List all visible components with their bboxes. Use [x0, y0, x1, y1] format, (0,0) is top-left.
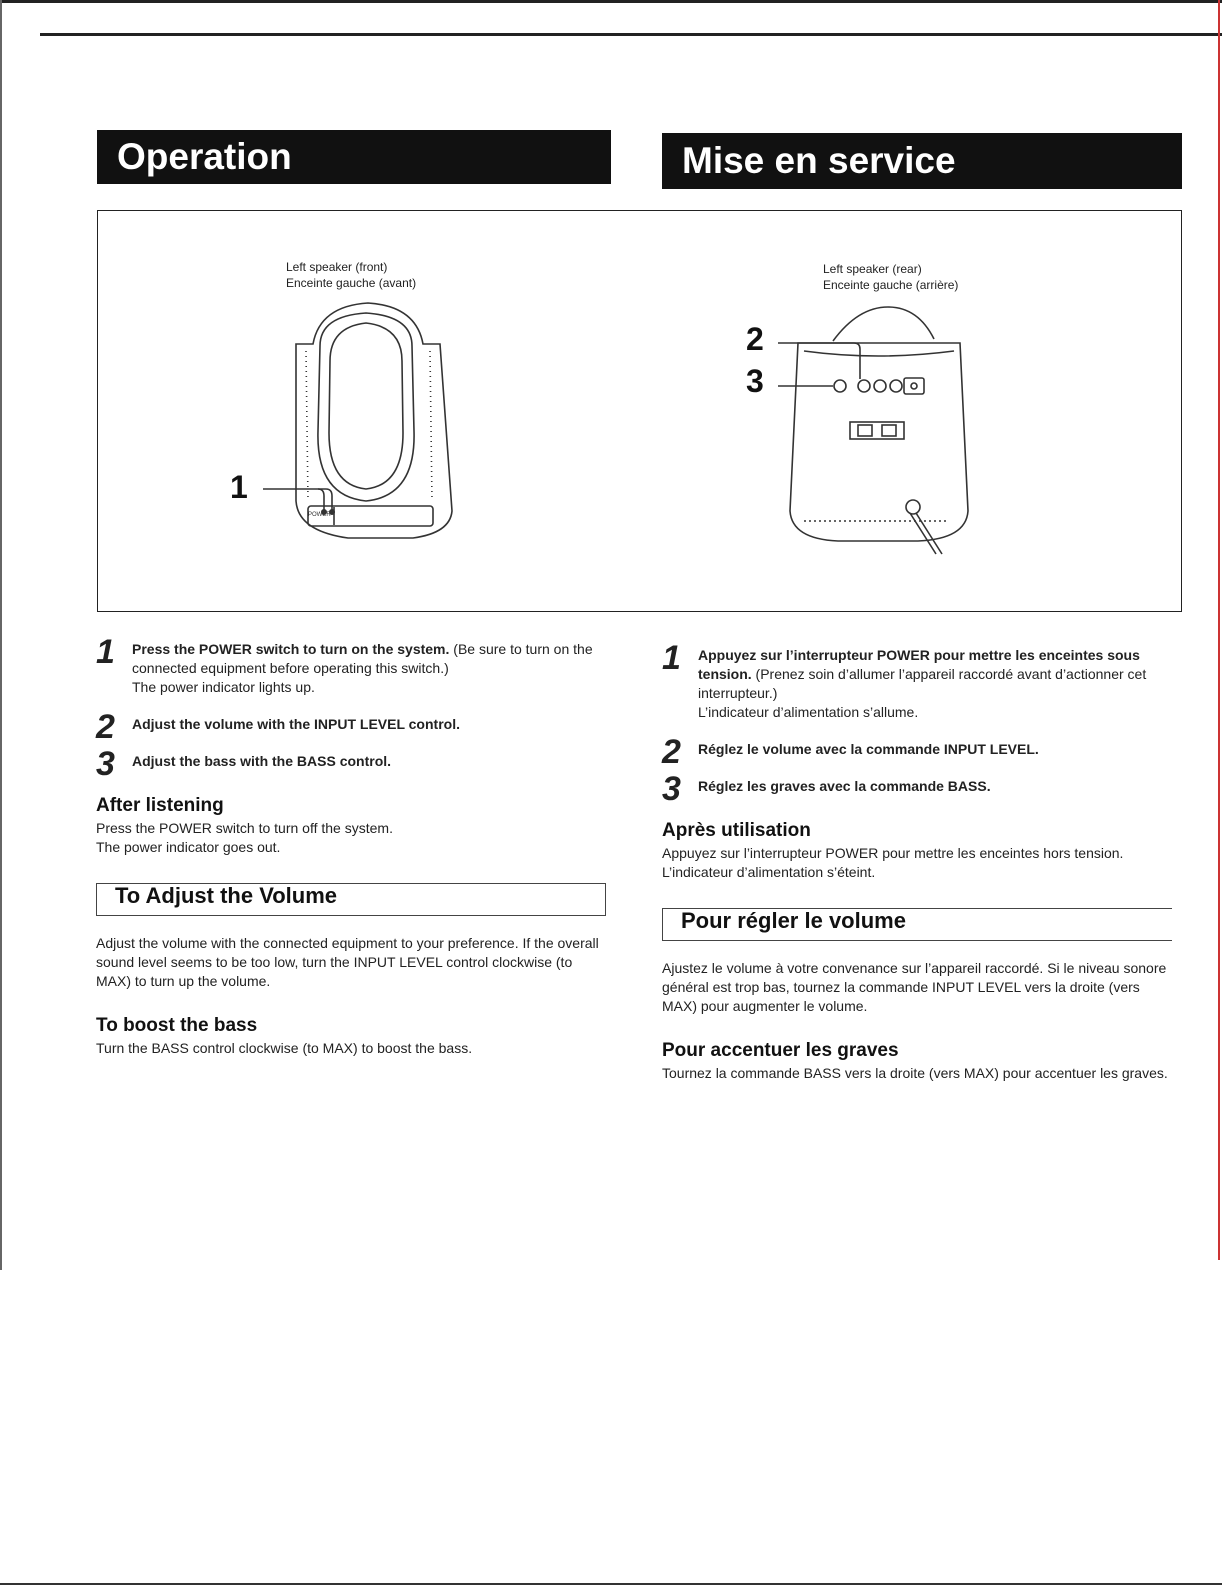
step-number: 1 — [96, 633, 115, 671]
front-caption-en: Left speaker (front) — [286, 260, 388, 274]
rear-speaker-drawing — [778, 307, 968, 554]
callout-2: 2 — [746, 321, 764, 357]
step-instruction: Appuyez sur l’interrupteur POWER pour mettre les enceintes sous tension. — [698, 647, 1140, 682]
step-note: (Prenez soin d’allumer l’appareil raccordé avant d’actionner cet interrupteur.) — [698, 666, 1147, 701]
english-title-banner: Operation — [97, 130, 611, 184]
bass-text: Turn the BASS control clockwise (to MAX) to boost the bass. — [96, 1040, 473, 1056]
step-number: 2 — [96, 708, 115, 746]
step-number: 3 — [662, 770, 681, 808]
volume-heading-box — [662, 908, 1172, 941]
after-line-2: L’indicateur d’alimentation s’éteint. — [662, 864, 876, 880]
step-note: (Be sure to turn on the connected equipment before operating this switch.) — [132, 641, 593, 676]
step-3 — [662, 770, 1172, 808]
speaker-illustration — [98, 211, 1183, 613]
after-line-1: Press the POWER switch to turn off the system. — [96, 820, 393, 836]
power-label: POWER — [308, 512, 331, 518]
english-column — [96, 633, 606, 1058]
step-1 — [662, 639, 1172, 722]
step-result: The power indicator lights up. — [132, 679, 315, 695]
step-instruction: Réglez le volume avec la commande INPUT LEVEL. — [698, 741, 1039, 757]
after-line-2: The power indicator goes out. — [96, 839, 281, 855]
volume-heading: To Adjust the Volume — [115, 883, 338, 908]
rear-caption-fr: Enceinte gauche (arrière) — [823, 278, 959, 292]
after-line-1: Appuyez sur l’interrupteur POWER pour mettre les enceintes hors tension. — [662, 845, 1124, 861]
speaker-figure — [97, 210, 1182, 612]
step-2 — [662, 733, 1172, 771]
rear-caption — [823, 261, 958, 293]
bass-heading: To boost the bass — [96, 1015, 258, 1036]
volume-text: Adjust the volume with the connected equipment to your preference. If the overall sound level seems to be too low, turn the INPUT LEVEL control clockwise (to MAX) to turn up the volume. — [96, 935, 599, 989]
step-number: 3 — [96, 745, 115, 783]
top-rule — [0, 0, 1222, 3]
rear-caption-en: Left speaker (rear) — [823, 262, 922, 276]
step-2 — [96, 708, 606, 746]
after-listening-heading: After listening — [96, 795, 224, 816]
callout-3: 3 — [746, 363, 764, 399]
step-instruction: Adjust the volume with the INPUT LEVEL control. — [132, 716, 460, 732]
callout-1: 1 — [230, 469, 248, 505]
step-1 — [96, 633, 606, 697]
step-instruction: Press the POWER switch to turn on the system. — [132, 641, 450, 657]
front-speaker-drawing — [263, 303, 452, 538]
french-title-banner: Mise en service — [662, 133, 1182, 189]
volume-heading-box — [96, 883, 606, 916]
front-caption-fr: Enceinte gauche (avant) — [286, 276, 417, 290]
step-instruction: Réglez les graves avec la commande BASS. — [698, 778, 991, 794]
left-edge — [0, 0, 2, 1270]
french-column — [662, 639, 1172, 1083]
step-number: 1 — [662, 639, 681, 677]
bass-text: Tournez la commande BASS vers la droite (vers MAX) pour accentuer les graves. — [662, 1065, 1168, 1081]
step-result: L’indicateur d’alimentation s’allume. — [698, 704, 919, 720]
right-edge — [1218, 0, 1220, 1260]
bass-heading: Pour accentuer les graves — [662, 1040, 899, 1061]
volume-heading: Pour régler le volume — [681, 908, 906, 933]
step-instruction: Adjust the bass with the BASS control. — [132, 753, 392, 769]
step-number: 2 — [662, 733, 681, 771]
after-listening-heading: Après utilisation — [662, 820, 811, 841]
header-rule — [40, 33, 1222, 36]
volume-text: Ajustez le volume à votre convenance sur l’appareil raccordé. Si le niveau sonore général est trop bas, tournez la commande INPUT LEVEL vers la droite (vers MAX) pour augmenter le volume. — [662, 960, 1167, 1014]
step-3 — [96, 745, 606, 783]
front-caption — [286, 259, 416, 291]
